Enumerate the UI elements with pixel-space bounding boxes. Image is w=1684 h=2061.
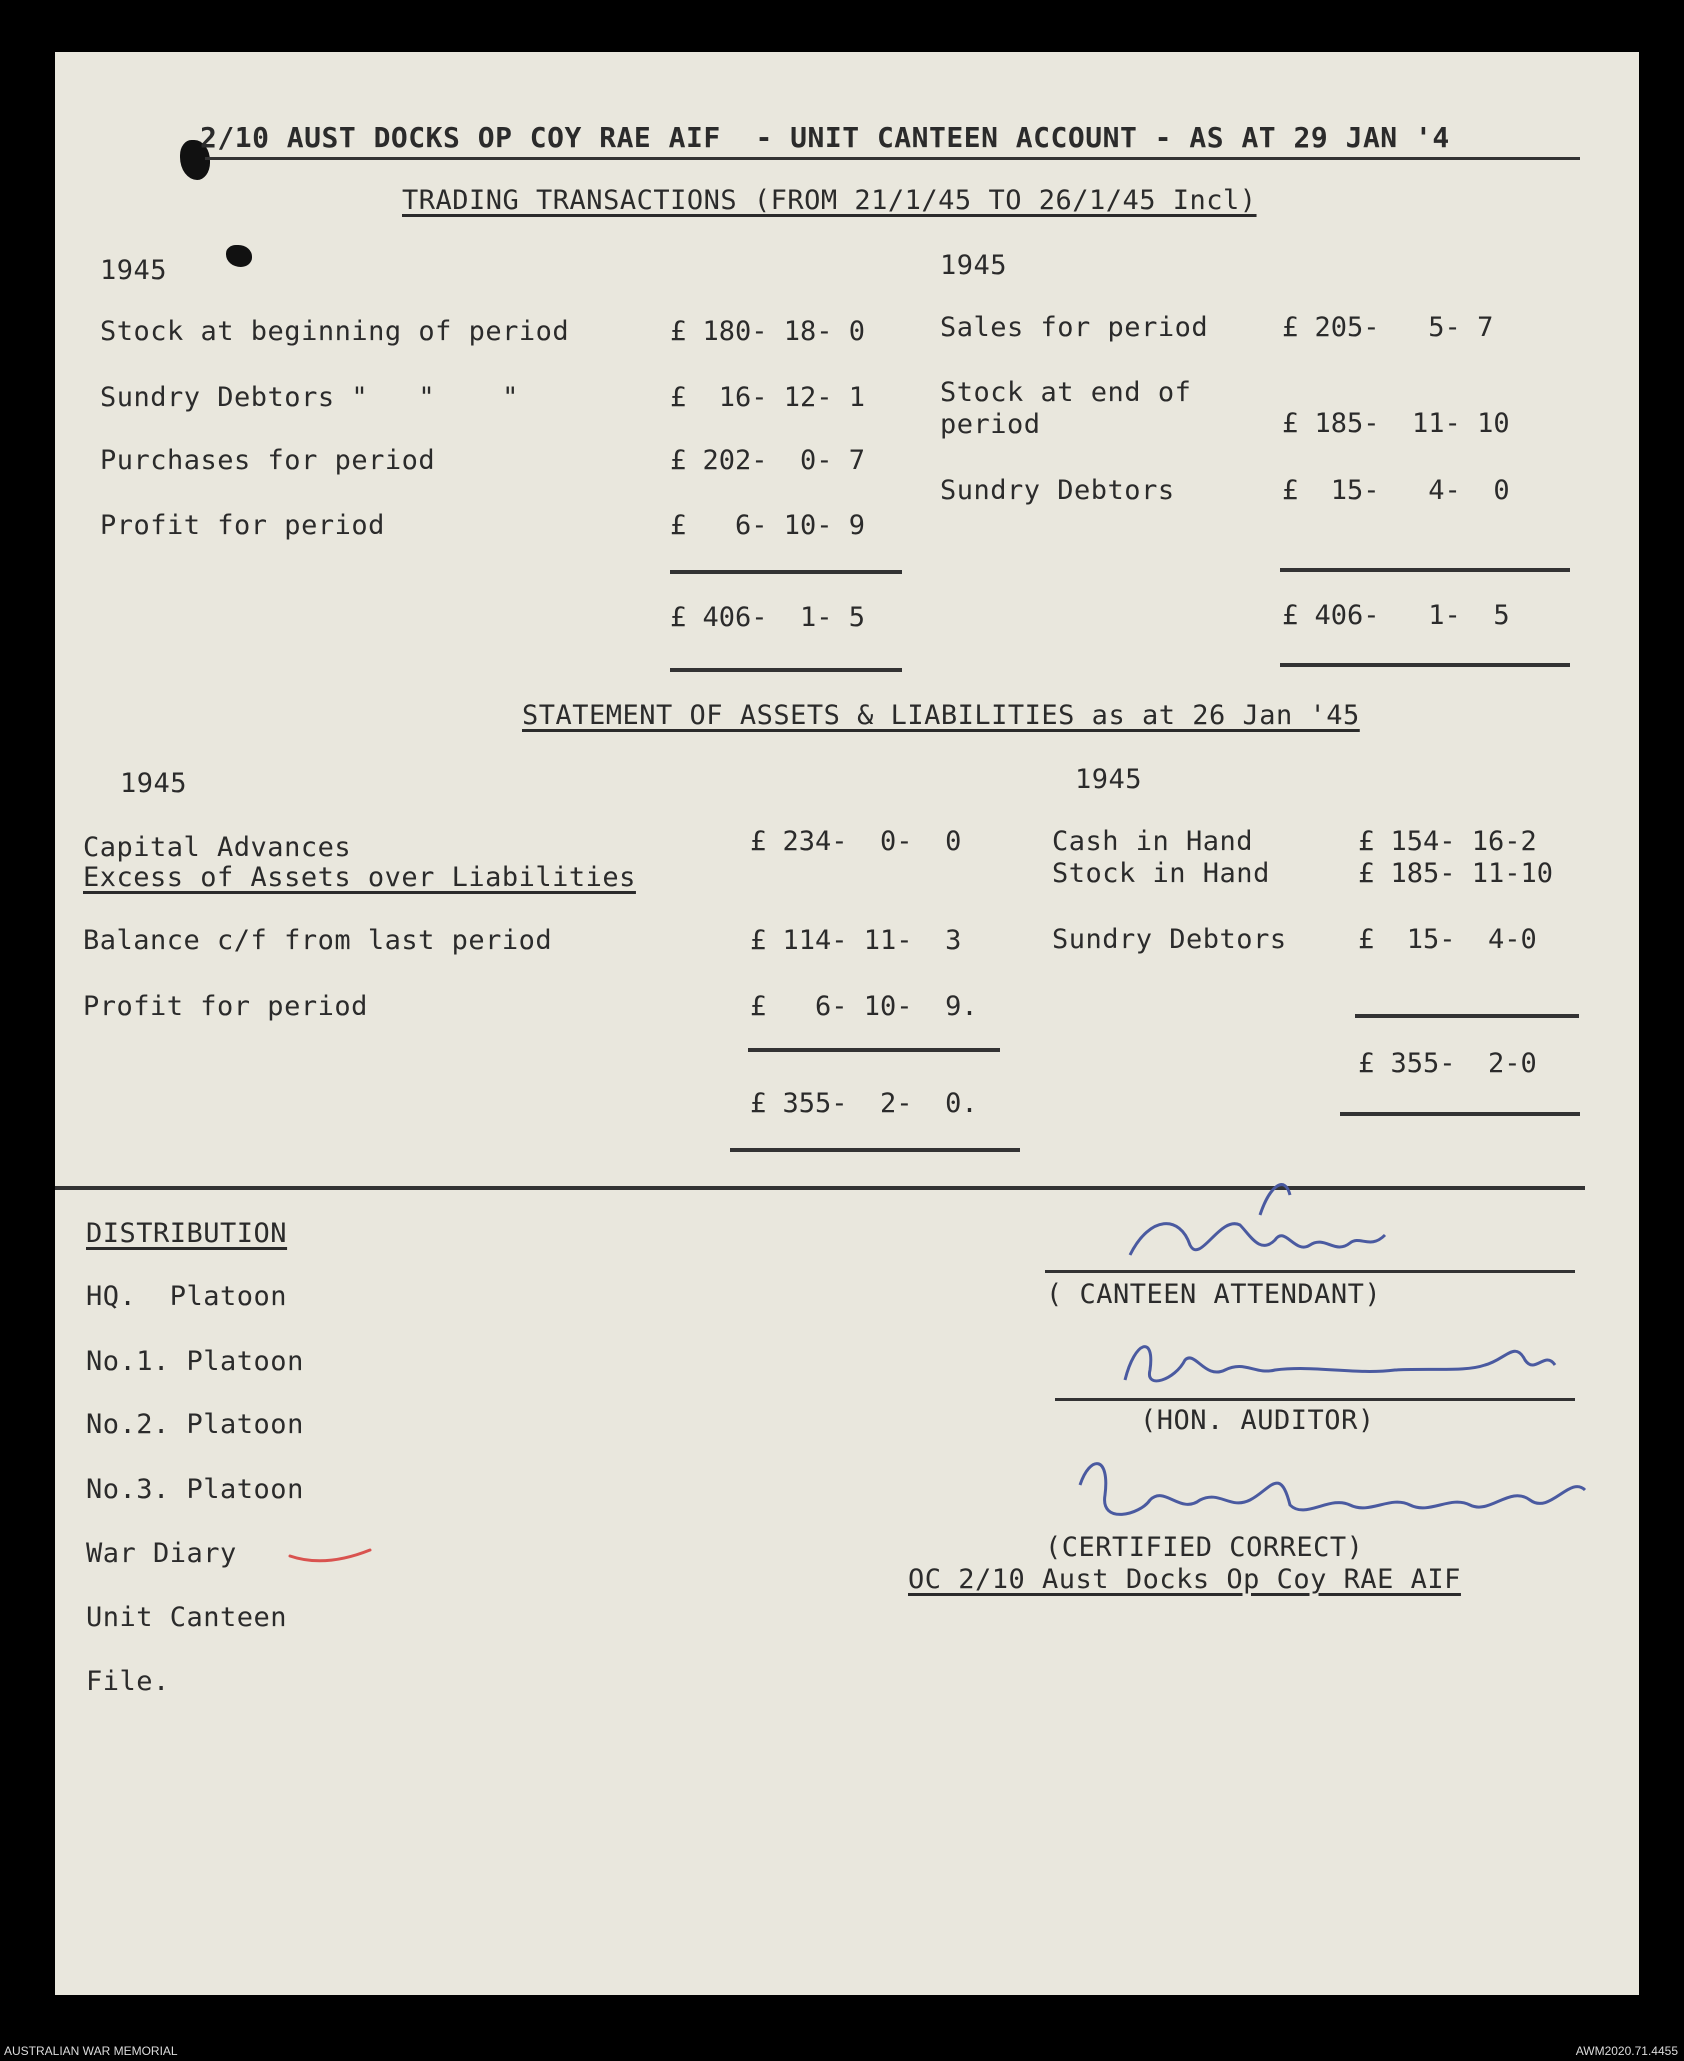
trading-right-label-0: Sales for period	[940, 312, 1209, 343]
statement-right-label-2: Sundry Debtors	[1052, 924, 1287, 955]
hon-auditor-label: (HON. AUDITOR)	[1140, 1405, 1375, 1436]
statement-right-year: 1945	[1075, 764, 1143, 795]
red-pencil-mark	[285, 1540, 375, 1570]
trading-right-rule-bottom	[1280, 663, 1570, 667]
signature-hon-auditor	[1115, 1320, 1575, 1400]
certified-correct-label: (CERTIFIED CORRECT)	[1045, 1532, 1364, 1563]
statement-right-rule-bottom	[1340, 1112, 1580, 1116]
trading-right-rule-top	[1280, 568, 1570, 572]
statement-left-label-1: Excess of Assets over Liabilities	[83, 862, 636, 893]
statement-left-amount-2: £ 114- 11- 3	[750, 925, 962, 956]
canteen-attendant-label: ( CANTEEN ATTENDANT)	[1046, 1279, 1382, 1310]
distribution-item: No.2. Platoon	[86, 1409, 304, 1440]
trading-left-label-3: Profit for period	[100, 510, 385, 541]
signature-canteen-attendant	[1110, 1155, 1410, 1275]
footer-institution: AUSTRALIAN WAR MEMORIAL	[4, 2044, 178, 2058]
trading-left-amount-0: £ 180- 18- 0	[670, 316, 866, 347]
trading-right-total: £ 406- 1- 5	[1282, 600, 1510, 631]
distribution-item: HQ. Platoon	[86, 1281, 288, 1312]
statement-right-label-0: Cash in Hand	[1052, 826, 1254, 857]
statement-left-label-3: Profit for period	[83, 991, 368, 1022]
document-title: 2/10 AUST DOCKS OP COY RAE AIF - UNIT CANTEEN ACCOUNT - AS AT 29 JAN '4	[200, 121, 1450, 154]
trading-left-rule-top	[670, 570, 902, 574]
trading-left-label-0: Stock at beginning of period	[100, 316, 570, 347]
statement-left-rule-bottom	[730, 1148, 1020, 1152]
statement-right-amount-1: £ 185- 11-10	[1358, 858, 1554, 889]
trading-left-rule-bottom	[670, 668, 902, 672]
statement-left-label-2: Balance c/f from last period	[83, 925, 553, 956]
distribution-item: No.1. Platoon	[86, 1346, 304, 1377]
trading-left-label-2: Purchases for period	[100, 445, 436, 476]
punch-hole	[226, 245, 252, 267]
statement-right-amount-0: £ 154- 16-2	[1358, 826, 1537, 857]
statement-title: STATEMENT OF ASSETS & LIABILITIES as at 26 Jan '45	[522, 700, 1360, 731]
statement-left-year: 1945	[120, 768, 188, 799]
statement-left-rule-top	[748, 1048, 1000, 1052]
statement-right-rule-top	[1355, 1014, 1579, 1018]
title-underline	[205, 157, 1580, 160]
trading-right-label-2: Sundry Debtors	[940, 475, 1175, 506]
footer-accession: AWM2020.71.4455	[1575, 2044, 1678, 2058]
distribution-item: No.3. Platoon	[86, 1474, 304, 1505]
trading-subtitle: TRADING TRANSACTIONS (FROM 21/1/45 TO 26/1/45 Incl)	[402, 185, 1257, 216]
trading-right-year: 1945	[940, 250, 1008, 281]
distribution-item: File.	[86, 1666, 170, 1697]
statement-right-label-1: Stock in Hand	[1052, 858, 1270, 889]
distribution-item: War Diary	[86, 1538, 237, 1569]
trading-left-amount-2: £ 202- 0- 7	[670, 445, 866, 476]
statement-left-amount-3: £ 6- 10- 9.	[750, 991, 978, 1022]
oc-signature-line: OC 2/10 Aust Docks Op Coy RAE AIF	[908, 1564, 1461, 1595]
trading-right-amount-2: £ 15- 4- 0	[1282, 475, 1510, 506]
trading-left-amount-3: £ 6- 10- 9	[670, 510, 866, 541]
signature-line-auditor	[1055, 1398, 1575, 1401]
trading-right-label-1: Stock at end of period	[940, 377, 1192, 440]
signature-line-attendant	[1045, 1270, 1575, 1273]
trading-left-year: 1945	[100, 255, 168, 286]
trading-left-amount-1: £ 16- 12- 1	[670, 382, 866, 413]
distribution-item: Unit Canteen	[86, 1602, 288, 1633]
trading-left-total: £ 406- 1- 5	[670, 602, 866, 633]
statement-right-amount-2: £ 15- 4-0	[1358, 924, 1537, 955]
statement-left-total: £ 355- 2- 0.	[750, 1088, 978, 1119]
statement-right-total: £ 355- 2-0	[1358, 1048, 1537, 1079]
trading-left-label-1: Sundry Debtors " " "	[100, 382, 519, 413]
trading-right-amount-0: £ 205- 5- 7	[1282, 312, 1494, 343]
statement-left-amount-0: £ 234- 0- 0	[750, 826, 962, 857]
statement-left-label-0: Capital Advances	[83, 832, 352, 863]
distribution-heading: DISTRIBUTION	[86, 1218, 288, 1249]
trading-right-amount-1: £ 185- 11- 10	[1282, 408, 1510, 439]
